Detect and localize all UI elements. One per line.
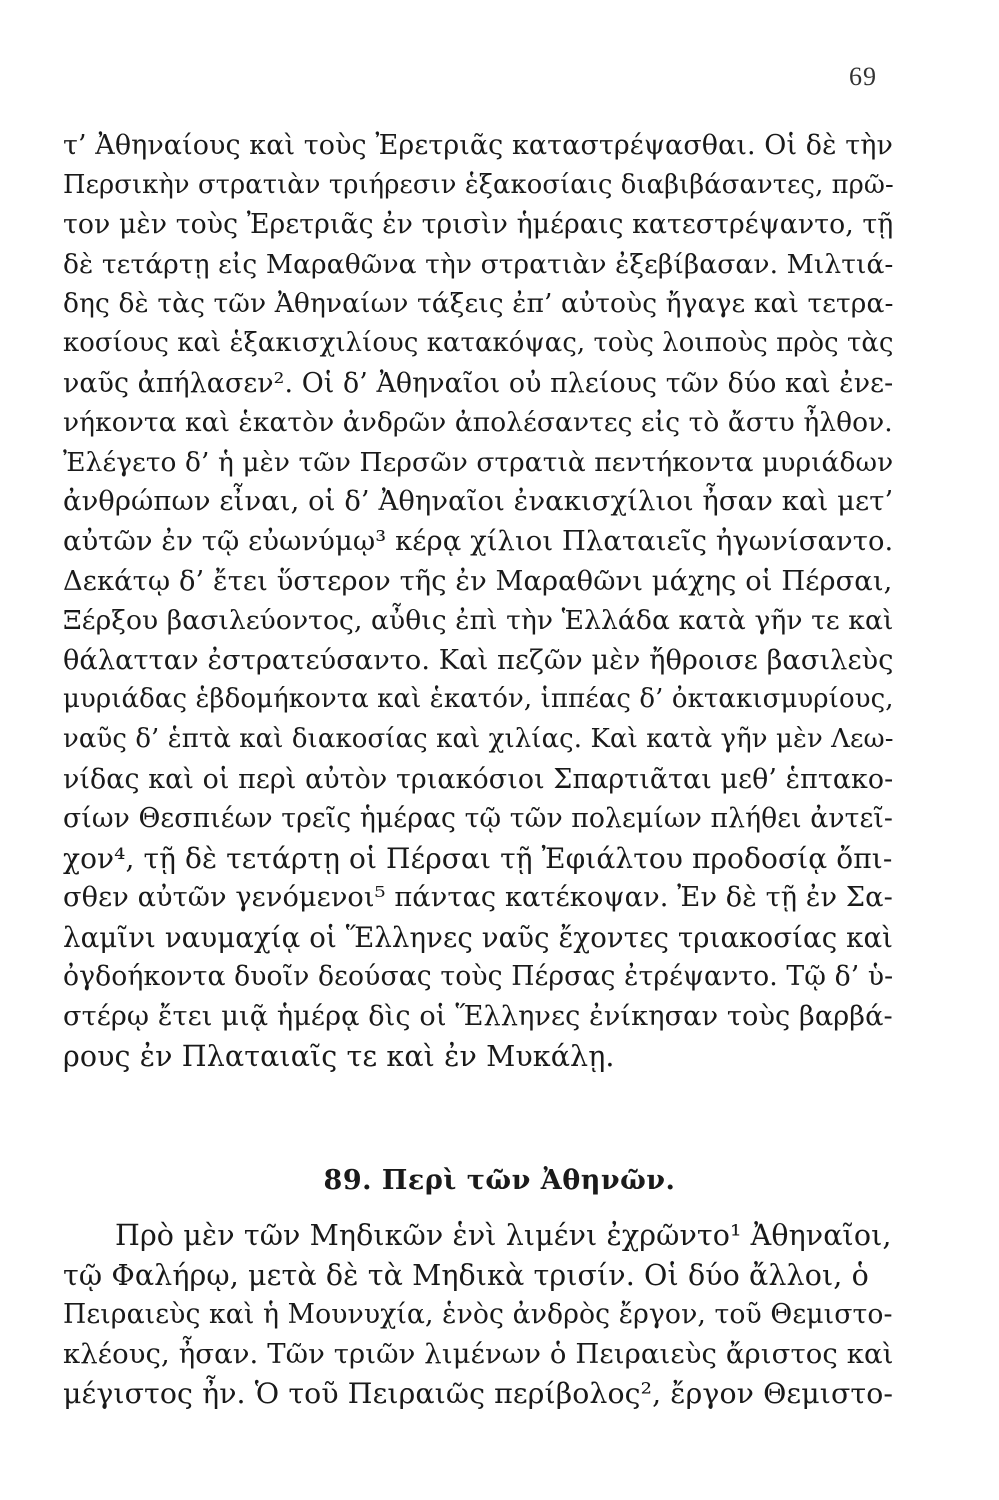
text-line: αὐτῶν ἐν τῷ εὐωνύμῳ³ κέρᾳ χίλιοι Πλαταιεῖς ἠγωνίσαντο. bbox=[63, 525, 894, 557]
body-text-top bbox=[63, 126, 893, 1076]
text-line: Πρὸ μὲν τῶν Μηδικῶν ἑνὶ λιμένι ἐχρῶντο¹ Ἀθηναῖοι, bbox=[115, 1219, 892, 1252]
text-line: Δεκάτῳ δ’ ἔτει ὕστερον τῆς ἐν Μαραθῶνι μάχης οἱ Πέρσαι, bbox=[63, 565, 893, 597]
text-line: δης δὲ τὰς τῶν Ἀθηναίων τάξεις ἐπ’ αὐτοὺς ἤγαγε καὶ τετρα- bbox=[63, 288, 894, 320]
text-line: χον⁴, τῇ δὲ τετάρτῃ οἱ Πέρσαι τῇ Ἐφιάλτου προδοσίᾳ ὄπι- bbox=[63, 841, 893, 875]
text-line: δὲ τετάρτῃ εἰς Μαραθῶνα τὴν στρατιὰν ἐξεβίβασαν. Μιλτιά- bbox=[63, 248, 894, 280]
text-line: ἀνθρώπων εἶναι, οἱ δ’ Ἀθηναῖοι ἐνακισχίλιοι ἦσαν καὶ μετ’ bbox=[63, 486, 894, 518]
text-line: τον μὲν τοὺς Ἐρετριᾶς ἐν τρισὶν ἡμέραις κατεστρέψαντο, τῇ bbox=[63, 209, 894, 241]
text-line: Ξέρξου βασιλεύοντος, αὖθις ἐπὶ τὴν Ἑλλάδα κατὰ γῆν τε καὶ bbox=[63, 605, 894, 637]
text-line: λαμῖνι ναυμαχίᾳ οἱ Ἕλληνες ναῦς ἔχοντες τριακοσίας καὶ bbox=[63, 920, 894, 954]
text-line: Ἐλέγετο δ’ ἡ μὲν τῶν Περσῶν στρατιὰ πεντήκοντα μυριάδων bbox=[63, 446, 894, 478]
text-line: κλέους, ἦσαν. Τῶν τριῶν λιμένων ὁ Πειραιεὺς ἄριστος καὶ bbox=[63, 1338, 894, 1370]
text-line: θάλατταν ἐστρατεύσαντο. Καὶ πεζῶν μὲν ἤθροισε βασιλεὺς bbox=[63, 644, 894, 676]
text-line: σθεν αὐτῶν γενόμενοι⁵ πάντας κατέκοψαν. Ἐν δὲ τῇ ἐν Σα- bbox=[63, 882, 893, 914]
text-line: ρους ἐν Πλαταιαῖς τε καὶ ἐν Μυκάλῃ. bbox=[63, 1039, 615, 1073]
page-number: 69 bbox=[849, 62, 877, 91]
text-line: μέγιστος ἦν. Ὁ τοῦ Πειραιῶς περίβολος², ἔργον Θεμιστο- bbox=[63, 1377, 894, 1411]
text-line: σίων Θεσπιέων τρεῖς ἡμέρας τῷ τῶν πολεμίων πλήθει ἀντεῖ- bbox=[63, 803, 893, 835]
text-line: νήκοντα καὶ ἑκατὸν ἀνδρῶν ἀπολέσαντες εἰς τὸ ἄστυ ἦλθον. bbox=[63, 407, 893, 439]
text-line: τῷ Φαλήρῳ, μετὰ δὲ τὰ Μηδικὰ τρισίν. Οἱ δύο ἄλλοι, ὁ bbox=[63, 1258, 869, 1292]
section-heading: 89. Περὶ τῶν Ἀθηνῶν. bbox=[323, 1165, 676, 1196]
text-line: Περσικὴν στρατιὰν τριήρεσιν ἑξακοσίαις διαβιβάσαντες, πρῶ- bbox=[63, 169, 894, 200]
text-line: ναῦς ἀπήλασεν². Οἱ δ’ Ἀθηναῖοι οὐ πλείους τῶν δύο καὶ ἐνε- bbox=[63, 367, 894, 399]
text-line: ναῦς δ’ ἑπτὰ καὶ διακοσίας καὶ χιλίας. Καὶ κατὰ γῆν μὲν Λεω- bbox=[63, 723, 894, 754]
text-line: νίδας καὶ οἱ περὶ αὐτὸν τριακόσιοι Σπαρτιᾶται μεθ’ ἑπτακο- bbox=[63, 763, 894, 795]
text-line: τ’ Ἀθηναίους καὶ τοὺς Ἐρετριᾶς καταστρέψασθαι. Οἱ δὲ τὴν bbox=[63, 130, 893, 161]
text-line: στέρῳ ἔτει μιᾷ ἡμέρᾳ δὶς οἱ Ἕλληνες ἐνίκησαν τοὺς βαρβά- bbox=[63, 1001, 893, 1033]
text-line: ὀγδοήκοντα δυοῖν δεούσας τοὺς Πέρσας ἐτρέψαντο. Τῷ δ’ ὑ- bbox=[63, 961, 894, 993]
text-line: μυριάδας ἑβδομήκοντα καὶ ἑκατόν, ἱππέας δ’ ὀκτακισμυρίους, bbox=[63, 684, 894, 715]
text-line: κοσίους καὶ ἑξακισχιλίους κατακόψας, τοὺς λοιποὺς πρὸς τὰς bbox=[63, 327, 894, 358]
text-line: Πειραιεὺς καὶ ἡ Μουνυχία, ἑνὸς ἀνδρὸς ἔργον, τοῦ Θεμιστο- bbox=[63, 1299, 893, 1331]
body-text-bottom bbox=[63, 1216, 893, 1414]
